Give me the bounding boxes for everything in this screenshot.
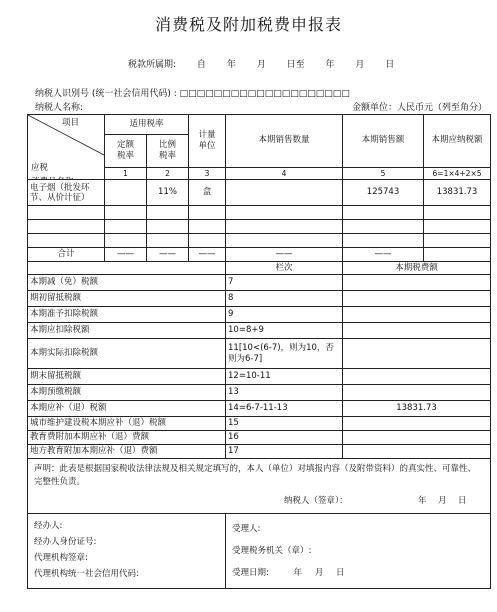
receive-date-label: 受理日期: (232, 568, 269, 578)
lower-row (28, 431, 491, 445)
lower-row-amount[interactable] (343, 417, 491, 431)
agency-credit-label[interactable]: 代理机构统一社会信用代码: (34, 569, 139, 579)
col-num: 6=1×4+2×5 (424, 167, 491, 179)
fixed-rate-cell[interactable] (105, 206, 147, 220)
lower-row-line: 16 (226, 431, 343, 445)
unit-cell[interactable] (189, 234, 226, 248)
agency-seal-label[interactable]: 代理机构签章: (34, 553, 88, 563)
lower-row (28, 369, 491, 385)
lower-row-label: 本期减（免）税额 (28, 275, 226, 291)
receive-date[interactable] (232, 562, 484, 584)
period-label: 税款所属期: (128, 60, 177, 70)
taxpayer-id-boxes[interactable]: □□□□□□□□□□□□□□□□□□□□ (179, 89, 350, 99)
receive-month: 月 (314, 568, 324, 578)
fixed-rate-header: 定额 税率 (105, 135, 147, 168)
tax-cell[interactable]: 13831.73 (424, 180, 491, 206)
signature-month: 月 (438, 496, 447, 506)
corner-header (28, 115, 105, 180)
lower-row-label: 期初留抵税额 (28, 291, 226, 307)
receiver-box (226, 514, 491, 589)
taxpayer-id-label: 纳税人识别号 (统一社会信用代码) : (35, 89, 177, 99)
sales-cell[interactable] (343, 206, 424, 220)
qty-cell[interactable] (226, 206, 343, 220)
receive-day: 日 (336, 568, 345, 578)
tax-period (128, 57, 394, 70)
lower-row-label: 城市维护建设税本期应补（退）税额 (28, 417, 226, 431)
ratio-rate-cell[interactable] (147, 206, 189, 220)
signature-day: 日 (458, 496, 467, 506)
corner-bottom-2 (31, 177, 74, 180)
total-fixed: —— (105, 248, 147, 262)
product-name[interactable] (28, 220, 105, 234)
lower-row-label: 教育费附加本期应补（退）费额 (28, 431, 226, 445)
lower-row (28, 417, 491, 431)
tax-office-label[interactable]: 受理税务机关（章）: (232, 546, 312, 556)
product-name[interactable]: 电子烟（批发环节、从价计征） (28, 180, 105, 206)
lower-row (28, 339, 491, 369)
total-qty: —— (226, 248, 343, 262)
total-tax[interactable] (424, 248, 491, 262)
ratio-rate-cell[interactable]: 11% (147, 180, 189, 206)
lower-header-blank (28, 262, 226, 275)
total-sales: —— (343, 248, 424, 262)
fixed-rate-cell[interactable] (105, 180, 147, 206)
qty-header: 本期销售数量 (226, 115, 343, 168)
corner-bottom-1: 应税 (31, 163, 49, 173)
lower-row-label: 本期预缴税额 (28, 385, 226, 401)
lower-row-label: 本期准予扣除税额 (28, 307, 226, 323)
sales-cell[interactable] (343, 234, 424, 248)
period-year: 年 (226, 60, 236, 70)
lower-row-amount[interactable] (343, 275, 491, 291)
table-row (28, 220, 491, 234)
period-month: 月 (256, 60, 266, 70)
unit-header: 计量 单位 (189, 115, 226, 168)
lower-row-amount[interactable] (343, 385, 491, 401)
lower-row-amount[interactable] (343, 445, 491, 459)
lower-row-line: 17 (226, 445, 343, 459)
declaration-table (27, 114, 491, 589)
handler-label[interactable]: 经办人: (34, 521, 63, 531)
lower-row (28, 291, 491, 307)
signature-year: 年 (418, 496, 427, 506)
corner-top: 项目 (62, 118, 80, 128)
lower-row-amount[interactable] (343, 431, 491, 445)
unit-cell[interactable]: 盒 (189, 180, 226, 206)
lower-row-line: 8 (226, 291, 343, 307)
lower-row-amount[interactable]: 13831.73 (343, 401, 491, 417)
taxpayer-id-row (35, 86, 350, 99)
tax-cell[interactable] (424, 206, 491, 220)
lower-row-line: 13 (226, 385, 343, 401)
lower-row-amount[interactable] (343, 369, 491, 385)
table-row (28, 206, 491, 220)
unit-cell[interactable] (189, 206, 226, 220)
table-row (28, 180, 491, 206)
lower-row-label: 本期应补（退）税额 (28, 401, 226, 417)
lower-row-line: 12=10-11 (226, 369, 343, 385)
lower-row-line: 14=6-7-11-13 (226, 401, 343, 417)
qty-cell[interactable] (226, 180, 343, 206)
lower-row-label: 本期实际扣除税额 (28, 339, 226, 369)
lower-row-label: 期末留抵税额 (28, 369, 226, 385)
lower-row-amount[interactable] (343, 307, 491, 323)
receiver-label[interactable]: 受理人: (232, 524, 261, 534)
total-unit: —— (189, 248, 226, 262)
qty-cell[interactable] (226, 220, 343, 234)
sales-header: 本期销售额 (343, 115, 424, 168)
unit-cell[interactable] (189, 220, 226, 234)
lower-row (28, 445, 491, 459)
lower-row-line: 15 (226, 417, 343, 431)
applicable-rate-header: 适用税率 (105, 115, 189, 135)
amount-header: 本期税费额 (343, 262, 491, 275)
lower-row-label: 本期应扣除税额 (28, 323, 226, 339)
lower-row (28, 275, 491, 291)
lower-row-amount[interactable] (343, 339, 491, 369)
lower-row (28, 385, 491, 401)
declaration-cell (28, 459, 491, 514)
line-header: 栏次 (226, 262, 343, 275)
lower-row-amount[interactable] (343, 323, 491, 339)
period-day-to: 日至 (286, 60, 305, 70)
total-ratio: —— (147, 248, 189, 262)
lower-row (28, 323, 491, 339)
col-num: 4 (226, 167, 343, 179)
total-label: 合计 (28, 248, 105, 262)
fixed-rate-cell[interactable] (105, 220, 147, 234)
col-num: 1 (105, 167, 147, 179)
signature-label[interactable]: 纳税人（签章）： (284, 496, 348, 506)
lower-row-line: 9 (226, 307, 343, 323)
agent-box (28, 514, 226, 589)
period-from: 自 (196, 60, 206, 70)
period-day-2: 日 (385, 60, 395, 70)
lower-row (28, 307, 491, 323)
col-num: 3 (189, 167, 226, 179)
amount-unit: 金额单位：人民币元（列至角分） (352, 103, 488, 113)
lower-row-line: 10=8+9 (226, 323, 343, 339)
lower-row-label: 地方教育附加本期应补（退）费额 (28, 445, 226, 459)
lower-row-line: 11[10<(6-7)，则为10，否则为6-7] (226, 339, 343, 369)
declaration-text: 声明：此表是根据国家税收法律法规及相关规定填写的，本人（单位）对填报内容（及附带资料）的真实性、可靠性、完整性负责。 (34, 464, 477, 487)
ratio-rate-header: 比例 税率 (147, 135, 189, 168)
total-row (28, 248, 491, 262)
col-num: 2 (147, 167, 189, 179)
taxpayer-name-label: 纳税人名称: (35, 103, 84, 113)
sales-cell[interactable]: 125743 (343, 180, 424, 206)
tax-cell[interactable] (424, 220, 491, 234)
table-row (28, 234, 491, 248)
col-num: 5 (343, 167, 424, 179)
ratio-rate-cell[interactable] (147, 220, 189, 234)
tax-cell[interactable] (424, 234, 491, 248)
receive-year: 年 (293, 568, 303, 578)
period-month-2: 月 (355, 60, 365, 70)
handler-id-label[interactable]: 经办人身份证号: (34, 537, 97, 547)
product-name[interactable] (28, 206, 105, 220)
ratio-rate-cell[interactable] (147, 234, 189, 248)
fixed-rate-cell[interactable] (105, 234, 147, 248)
sales-cell[interactable] (343, 220, 424, 234)
lower-row-line: 7 (226, 275, 343, 291)
qty-cell[interactable] (226, 234, 343, 248)
lower-row-amount[interactable] (343, 291, 491, 307)
period-year-2: 年 (325, 60, 335, 70)
tax-header: 本期应纳税额 (424, 115, 491, 168)
form-title: 消费税及附加税费申报表 (154, 15, 342, 34)
lower-row (28, 401, 491, 417)
product-name[interactable] (28, 234, 105, 248)
